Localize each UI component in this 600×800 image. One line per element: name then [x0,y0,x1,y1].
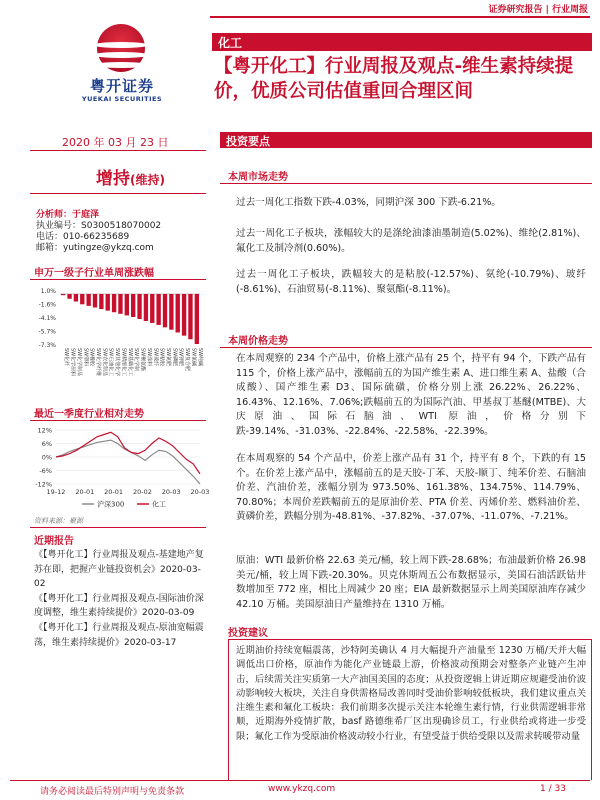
bar-category-label: SW粘胶 [158,348,165,367]
bar-chart [30,284,206,388]
industry-bar [212,33,592,51]
price-section-title: 本周价格走势 [228,336,288,347]
footer-rule [10,780,590,781]
bar-mark [150,294,154,323]
recent-report-item[interactable]: 《【粤开化工】行业周报及观点-国际油价深度调整，维生素持续提价》2020-03-09 [34,593,204,619]
bar-mark [137,294,141,319]
bar-category-label: SW钾肥 [177,348,184,367]
bar-mark [131,294,135,317]
rating-sub: (维持) [130,173,165,187]
industry-label: 化工 [218,36,243,50]
rating-value: 增持 [96,169,130,189]
bar-category-label: SW基础化工 [126,348,133,377]
line-chart-rule [30,420,206,421]
bar-category-label: SW其他化学 [114,348,121,377]
bar-mark [118,294,122,314]
bar-category-label: SW聚氨酯 [139,348,146,372]
bar-mark [176,294,180,333]
bar-mark [86,294,90,306]
bar-mark [144,294,148,321]
line-x-tick-label: 20-01 [75,488,95,496]
line-y-tick-label: 12% [37,426,52,435]
recent-report-item[interactable]: 《【粤开化工】行业周报及观点-原油宽幅震荡，维生素持续提价》2020-03-17 [34,622,204,648]
footer-disclaimer[interactable]: 请务必阅读最后特别声明与免责条款 [40,787,185,797]
recent-report-item[interactable]: 《【粤开化工】行业周报及观点-基建地产复苏在即，把握产业链投资机会》2020-03-02 [34,550,204,590]
market-para-1: 过去一周化工指数下跌-4.03%，同期沪深 300 下跌-6.21%。 [236,197,501,208]
bar-category-label: SW化纤 [63,348,70,367]
bar-category-label: SW纯碱 [196,348,203,367]
section-bar [220,132,592,148]
bar-category-label: SW化学制 [133,348,140,372]
bar-category-label: SW化学原料 [69,348,76,377]
bar-category-label: SW化学制品 [75,348,82,377]
analyst-phone: 电话：010-66235689 [36,232,130,242]
analyst-info [36,210,161,254]
logo-english-name: YUEKAI SECURITIES [81,95,163,103]
price-para-1: 在本周观察的 234 个产品中，价格上涨产品有 25 个，持平有 94 个，下跌产品有 115 个，价格上涨产品中，涨幅前五的为国产维生素 A、进口维生素 A、盐酸（合成酸）、国产维生素 D3、国际硫磺，价格分别上涨 26.22%、26.22%、16.43%、12.16%、7.06%;跌幅前五的为国际汽油、甲基叔丁基醚(MTBE)、大庆原油、国际石脑油、WTI 原油，价格分别下跌-39.14%、-31.03%、-22.84%、-22.58%、-22.39%。 [236,353,586,437]
line-x-tick-label: 20-03 [190,488,210,496]
line-x-tick-label: 19-12 [46,488,66,496]
date-rule [30,150,206,151]
bar-mark [61,294,65,295]
bar-category-label: SW氮肥 [165,348,171,367]
bar-mark [188,294,192,339]
line-x-tick-label: 20-01 [104,488,124,496]
bar-mark [156,294,160,325]
top-header [0,0,600,14]
footer-website[interactable]: www.ykzq.com [268,784,336,794]
recent-reports-list [34,548,206,650]
bar-y-tick-label: 1.0% [40,288,56,295]
advice-para: 近期油价持续宽幅震荡，沙特阿美确认 4 月大幅提升产油量至 1230 万桶/天并大幅调低出口价格，原油作为能化产业链最上游，价格波动预期会对整条产业链产生冲击，后续需关注实质第一大产油国美国的态度；从投资逻辑上讲近期应规避受油价波动影响较大板块，关注自身供需格局改善同时受油价影响较低板块，我们建议重点关注维生素和氟化工板块：我们前期多次提示关注本轮维生素行情，行业供需逻辑非常顺，近期海外疫情扩散，basf 路德维希厂区出现确诊员工，行业供给或将进一步受限；氟化工作为受原油价格波动较小行业，有望受益于供给受限以及需求转暖带动量 [236,645,586,742]
line-x-tick-label: 20-02 [132,488,152,496]
line-chart-title: 最近一季度行业相对走势 [34,409,144,420]
bar-category-label: SW氯碱 [190,348,197,367]
bar-category-label: SW复合肥 [184,348,191,372]
analyst-license: 执业编号：S0300518070002 [36,221,162,231]
bar-mark [169,294,173,330]
line-series-chem [56,432,200,474]
bar-category-label: SW磷肥 [171,348,178,367]
market-rule [220,183,592,184]
market-section-title: 本周市场走势 [228,172,288,183]
bar-mark [112,294,116,312]
market-para-3: 过去一周化工子板块，跌幅较大的是粘胶(-12.57%)、氨纶(-10.79%)、玻纤(-8.61%)、石油贸易(-8.11%)、聚氨酯(-8.11%)。 [236,269,586,295]
legend-label: 沪深300 [97,500,125,509]
price-para-3: 原油：WTI 最新价格 22.63 美元/桶，较上周下跌-28.68%；布油最新价格 26.98 美元/桶，较上周下跌-20.30%。贝克休斯周五公布数据显示，美国石油活跃钻井数增加至 772 座，相比上周减少 20 座；EIA 最新数据显示上周美国原油库存减少 42.10 万桶。美国原油日产量维持在 1310 万桶。 [236,555,586,610]
bar-mark [93,294,97,308]
analyst-email: 邮箱：yutingze@ykzq.com [36,243,154,253]
price-rule [220,347,592,348]
bar-category-label: SW涂料 [145,348,152,367]
line-y-tick-label: -6% [39,467,52,475]
bar-chart-title: 申万一级子行业单周涨跌幅 [34,268,154,279]
advice-section-title: 投资建议 [228,628,268,639]
bar-category-label: SW石油化工 [107,348,114,377]
bar-mark [195,294,199,344]
bar-mark [106,294,110,311]
logo-name: 粤开证券 [89,77,154,95]
bar-y-tick-label: -4.1% [38,315,56,322]
bar-mark [67,294,71,299]
bar-mark [182,294,186,336]
analyst-name: 分析师：于庭泽 [36,210,100,220]
bar-category-label: SW化学纤维 [95,348,101,377]
company-logo-icon [97,24,145,72]
source-rule [30,527,206,528]
bar-chart-rule [30,279,206,280]
legend-label: 化工 [152,500,166,509]
footer-page-number: 1 / 33 [540,784,566,794]
bar-category-label: SW农化制品 [101,348,108,377]
line-series-hs300 [56,440,200,484]
bar-y-tick-label: -5.7% [38,328,56,336]
bar-category-label: SW塑料 [82,348,89,367]
rating [96,164,165,189]
section-label: 投资要点 [226,135,270,148]
price-para-2: 在本周观察的 54 个产品中，价差上涨产品有 31 个，持平有 8 个，下跌的有 15 个。在价差上涨产品中，涨幅前五的是天胶-丁苯、天胶-顺丁、纯苯价差、石脑油价差、汽油价差，涨幅分别为 973.50%、161.38%、134.75%、114.79%、70.80%；本周价差跌幅前五的是原油价差、PTA 价差、丙烯价差、燃料油价差、黄磷价差，跌幅分别为-48.81%、-37.82%、-37.07%、-11.07%、-7.21%。 [236,453,586,523]
recent-reports-title: 近期报告 [34,536,74,547]
market-para-2: 过去一周化工子板块，涨幅较大的是涤纶油漆油墨制造(5.02%)、维纶(2.81%)、氟化工及制冷剂(0.60%)。 [236,228,586,254]
line-x-tick-label: 20-03 [161,488,181,496]
bar-mark [80,294,84,304]
bar-mark [125,294,129,315]
bar-mark [163,294,167,327]
line-y-tick-label: 6% [41,440,52,448]
rating-rule [30,193,206,194]
line-chart [30,424,210,514]
bar-category-label: SW玻纤 [152,348,159,367]
chart-source: 资料来源：聚源 [34,517,83,525]
report-date: 2020 年 03 月 23 日 [62,136,169,149]
bar-category-label: SW精细化工 [120,348,127,377]
report-title: 【粤开化工】行业周报及观点-维生素持续提价，优质公司估值重回合理区间 [214,56,574,102]
bar-mark [99,294,103,309]
line-y-tick-label: -12% [35,480,52,489]
bar-y-tick-label: -1.6% [38,301,56,309]
line-y-tick-label: 0% [41,453,52,462]
top-rule [210,16,590,18]
bar-mark [74,294,78,302]
report-type-label: 证券研究报告 | 行业周报 [488,5,588,15]
bar-category-label: SW橡胶 [88,348,95,367]
bar-y-tick-label: -7.3% [38,342,56,349]
